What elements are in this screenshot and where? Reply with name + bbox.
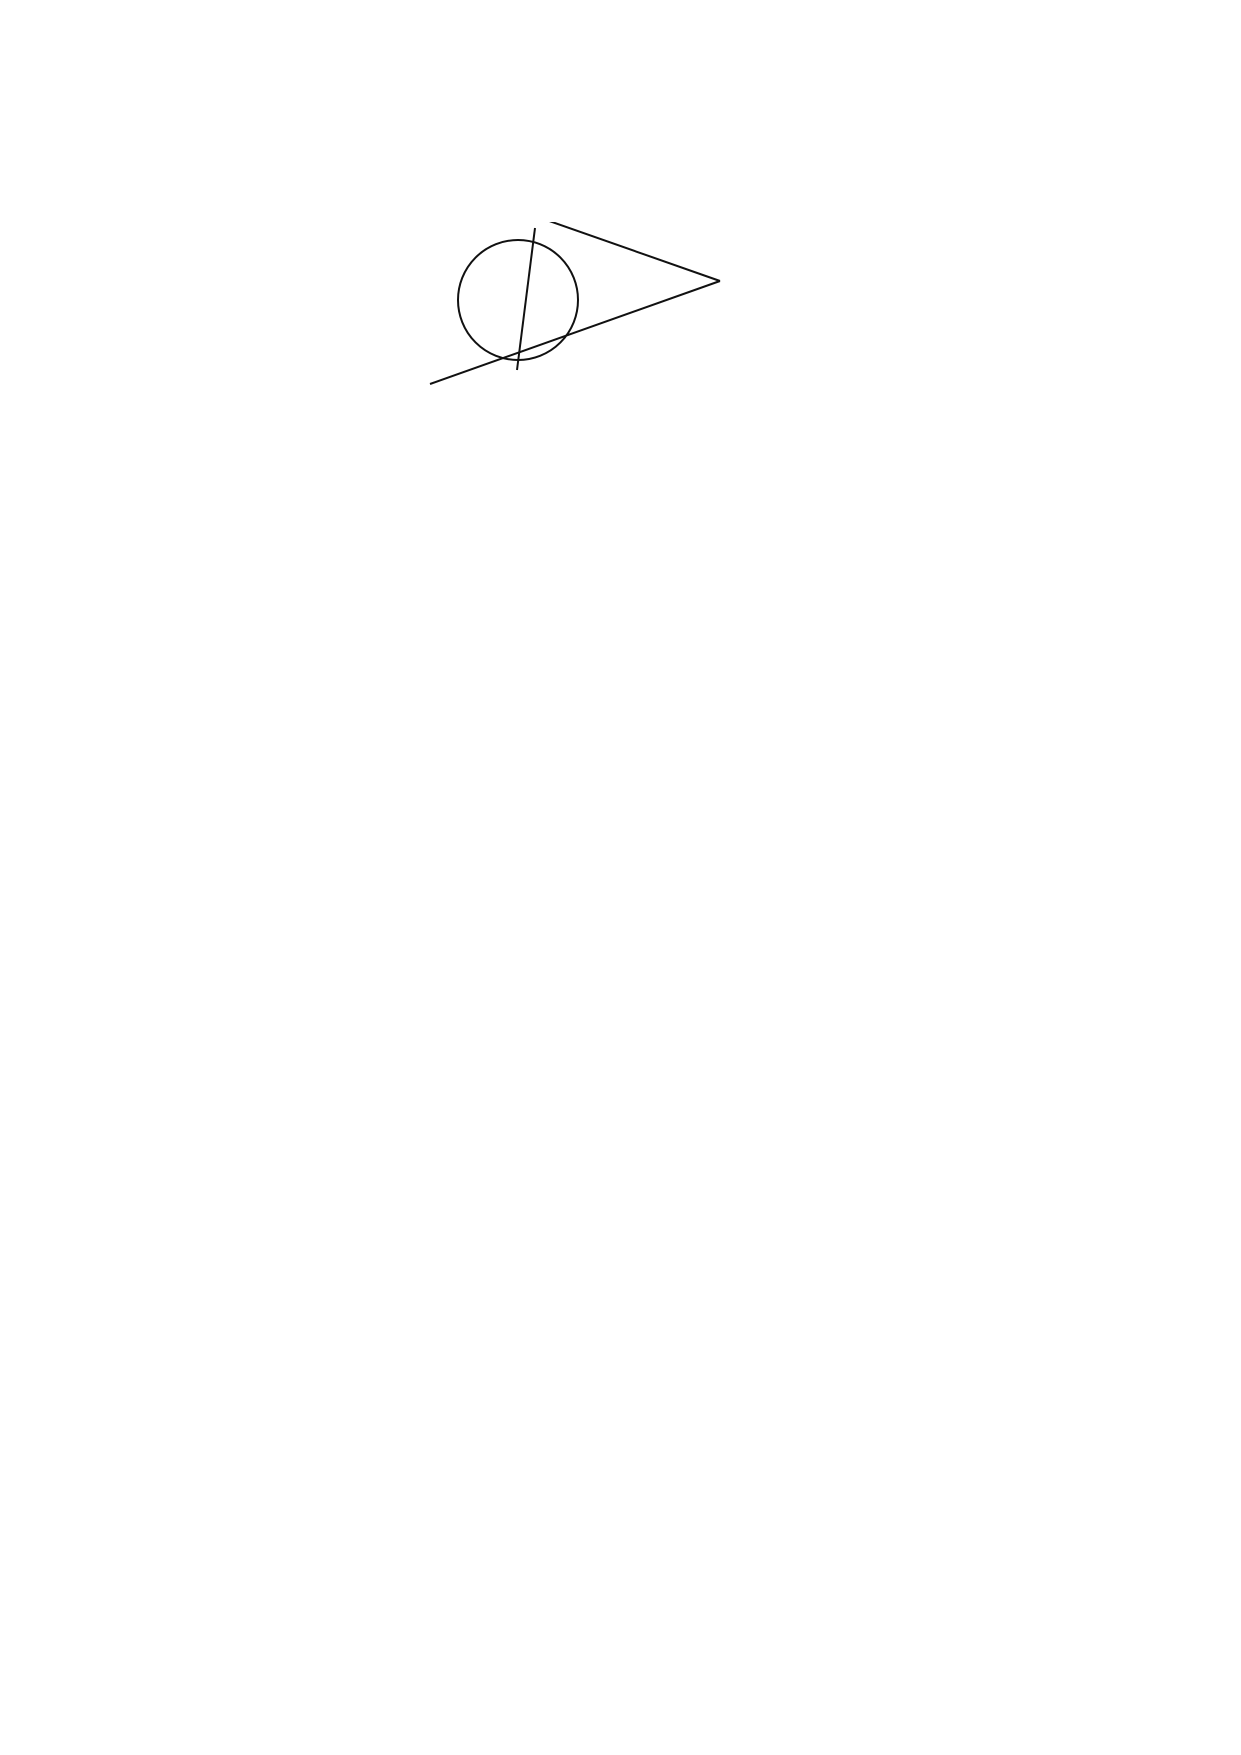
q17-figure-hindi (415, 222, 735, 402)
